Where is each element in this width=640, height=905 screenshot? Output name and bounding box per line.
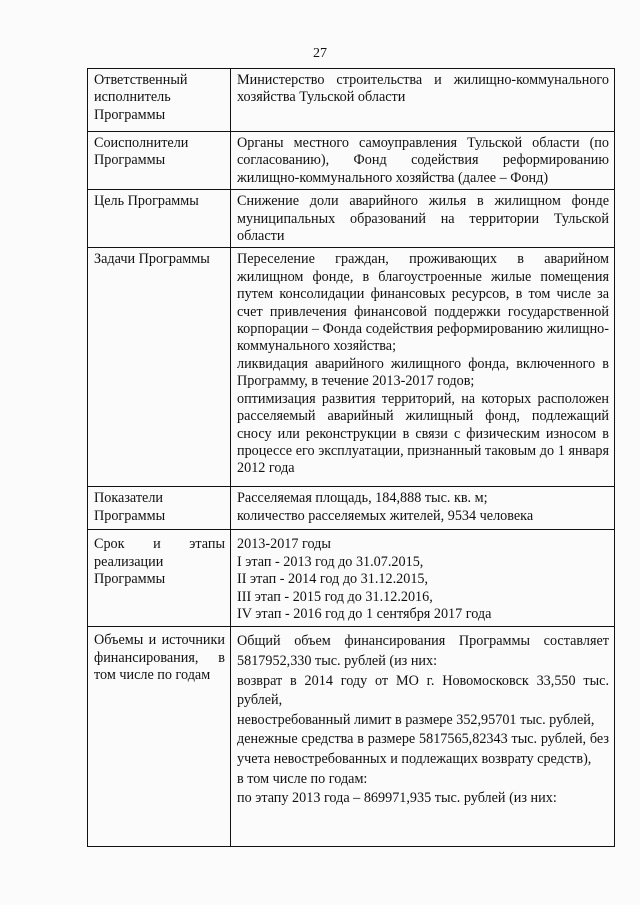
- row-label: Показатели Программы: [88, 487, 231, 530]
- table-row: [88, 627, 615, 847]
- row-value: [231, 248, 615, 487]
- table-row: [88, 530, 615, 627]
- value-line: возврат в 2014 году от МО г. Новомосковск 33,550 тыс. рублей,: [237, 672, 609, 709]
- value-line: IV этап - 2016 год до 1 сентября 2017 года: [237, 606, 492, 623]
- table-row: [88, 69, 615, 132]
- value-line: Министерство строительства и жилищно-коммунального хозяйства Тульской области: [237, 72, 609, 106]
- value-line: ликвидация аварийного жилищного фонда, включенного в Программу, в течение 2013-2017 годов;: [237, 355, 609, 390]
- row-value: [231, 132, 615, 190]
- program-passport-table: [87, 68, 615, 847]
- row-label: Ответственный исполнитель Программы: [88, 69, 231, 132]
- value-line: Общий объем финансирования Программы составляет 5817952,330 тыс. рублей (из них:: [237, 633, 609, 670]
- row-label: Цель Программы: [88, 190, 231, 248]
- row-value: [231, 627, 615, 847]
- row-label: Объемы и источники финансирования, в том числе по годам: [88, 627, 231, 847]
- row-value: [231, 487, 615, 530]
- value-line: количество расселяемых жителей, 9534 человека: [237, 507, 534, 524]
- row-value: [231, 69, 615, 132]
- table-row: [88, 248, 615, 487]
- value-line: оптимизация развития территорий, на которых расположен расселяемый аварийный жилищный фонд, подлежащий сносу или реконструкции в связи с физическим износом в процессе его эксплуатации, признанный таковым до 1 января 2012 года: [237, 390, 609, 477]
- value-line: денежные средства в размере 5817565,82343 тыс. рублей, без учета невостребованных и подлежащих возврату средств),: [237, 731, 609, 767]
- row-label: Срок и этапы реализации Программы: [88, 530, 231, 627]
- value-line: невостребованный лимит в размере 352,95701 тыс. рублей,: [237, 711, 595, 728]
- value-line: Снижение доли аварийного жилья в жилищном фонде муниципальных образований на территории Тульской области: [237, 193, 609, 245]
- value-line: II этап - 2014 год до 31.12.2015,: [237, 571, 429, 588]
- value-line: Расселяемая площадь, 184,888 тыс. кв. м;: [237, 490, 488, 507]
- row-label: Соисполнители Программы: [88, 132, 231, 190]
- table-row: [88, 487, 615, 530]
- table-row: [88, 190, 615, 248]
- value-line: в том числе по годам:: [237, 770, 368, 787]
- value-line: 2013-2017 годы: [237, 536, 331, 553]
- row-value: [231, 530, 615, 627]
- value-line: Органы местного самоуправления Тульской области (по согласованию), Фонд содействия реформированию жилищно-коммунального хозяйства (далее – Фонд): [237, 135, 609, 186]
- table-row: [88, 132, 615, 190]
- value-line: I этап - 2013 год до 31.07.2015,: [237, 553, 424, 570]
- value-line: III этап - 2015 год до 31.12.2016,: [237, 588, 433, 605]
- row-value: [231, 190, 615, 248]
- value-line: Переселение граждан, проживающих в аварийном жилищном фонде, в благоустроенные жилые помещения путем консолидации финансовых ресурсов, в том числе за счет привлечения финансовой поддержки государственной корпорации – Фонда содействия реформированию жилищно-коммунального хозяйства;: [237, 251, 609, 355]
- row-label: Задачи Программы: [88, 248, 231, 487]
- page-number: 27: [313, 46, 327, 61]
- value-line: по этапу 2013 года – 869971,935 тыс. рублей (из них:: [237, 790, 557, 807]
